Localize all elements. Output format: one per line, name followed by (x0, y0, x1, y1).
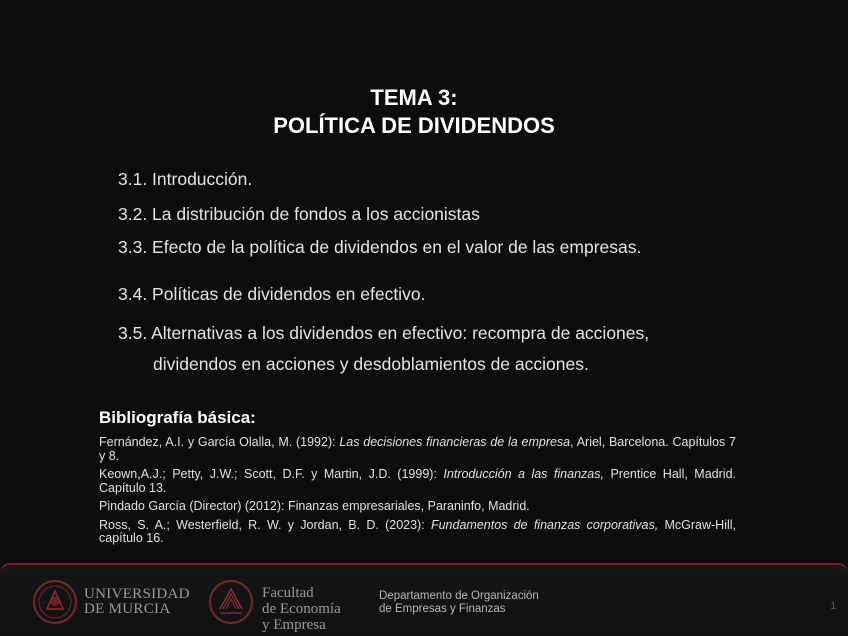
reference-title: Fundamentos de finanzas corporativas, (430, 517, 659, 532)
reference-authors: Pindado García (Director) (2012): Finanzas empresariales, Paraninfo, Madrid. (99, 499, 530, 513)
university-name-line: UNIVERSIDAD (84, 586, 190, 602)
reference-item (99, 519, 736, 546)
topic-item: 3.4. Políticas de dividendos en efectivo. (118, 284, 426, 304)
department-name-line: Departamento de Organización (379, 590, 539, 602)
title-line-1: TEMA 3: (370, 85, 458, 110)
slide-title (0, 84, 828, 140)
faculty-name-line: de Economía (262, 601, 341, 617)
university-name (84, 587, 190, 617)
reference-item (99, 468, 736, 495)
reference-item (99, 436, 736, 463)
reference-title: Las decisiones financieras de la empresa (339, 435, 571, 449)
department-name-line: de Empresas y Finanzas (379, 603, 506, 615)
bibliography (99, 408, 736, 551)
university-name-line: DE MURCIA (84, 601, 171, 617)
faculty-logo-icon (208, 579, 254, 625)
faculty-name-line: y Empresa (262, 617, 326, 633)
title-line-2: POLÍTICA DE DIVIDENDOS (273, 113, 555, 138)
reference-publisher: Prentice Hall, Madrid. Capítulo 13. (99, 467, 736, 495)
reference-authors: Keown,A.J.; Petty, J.W.; Scott, D.F. y Martin, J.D. (1999): (99, 467, 444, 481)
reference-publisher: McGraw-Hill, capítulo 16. (99, 517, 737, 545)
faculty-name-line: Facultad (262, 585, 314, 601)
university-seal-icon (32, 579, 78, 625)
reference-item (99, 500, 736, 514)
topic-item: 3.2. La distribución de fondos a los accionistas (118, 204, 480, 224)
topic-continuation: dividendos en acciones y desdoblamientos de acciones. (153, 354, 589, 374)
department-name (379, 590, 539, 616)
reference-authors: Ross, S. A.; Westerfield, R. W. y Jordan, B. D. (2023): (99, 517, 431, 532)
reference-authors: Fernández, A.I. y García Olalla, M. (1992): (99, 435, 340, 449)
topic-item: 3.1. Introducción. (118, 169, 253, 189)
reference-publisher: , Ariel, Barcelona. Capítulos 7 y 8. (99, 435, 736, 463)
topic-item (118, 322, 649, 375)
topic-text: 3.5. Alternativas a los dividendos en efectivo: recompra de acciones, (118, 323, 650, 343)
page-number: 1 (830, 601, 836, 612)
bibliography-heading: Bibliografía básica: (99, 408, 256, 427)
topic-item: 3.3. Efecto de la política de dividendos en el valor de las empresas. (118, 237, 642, 257)
reference-title: Introducción a las finanzas, (443, 467, 604, 481)
footer-bar (0, 563, 848, 636)
faculty-name (262, 585, 341, 633)
